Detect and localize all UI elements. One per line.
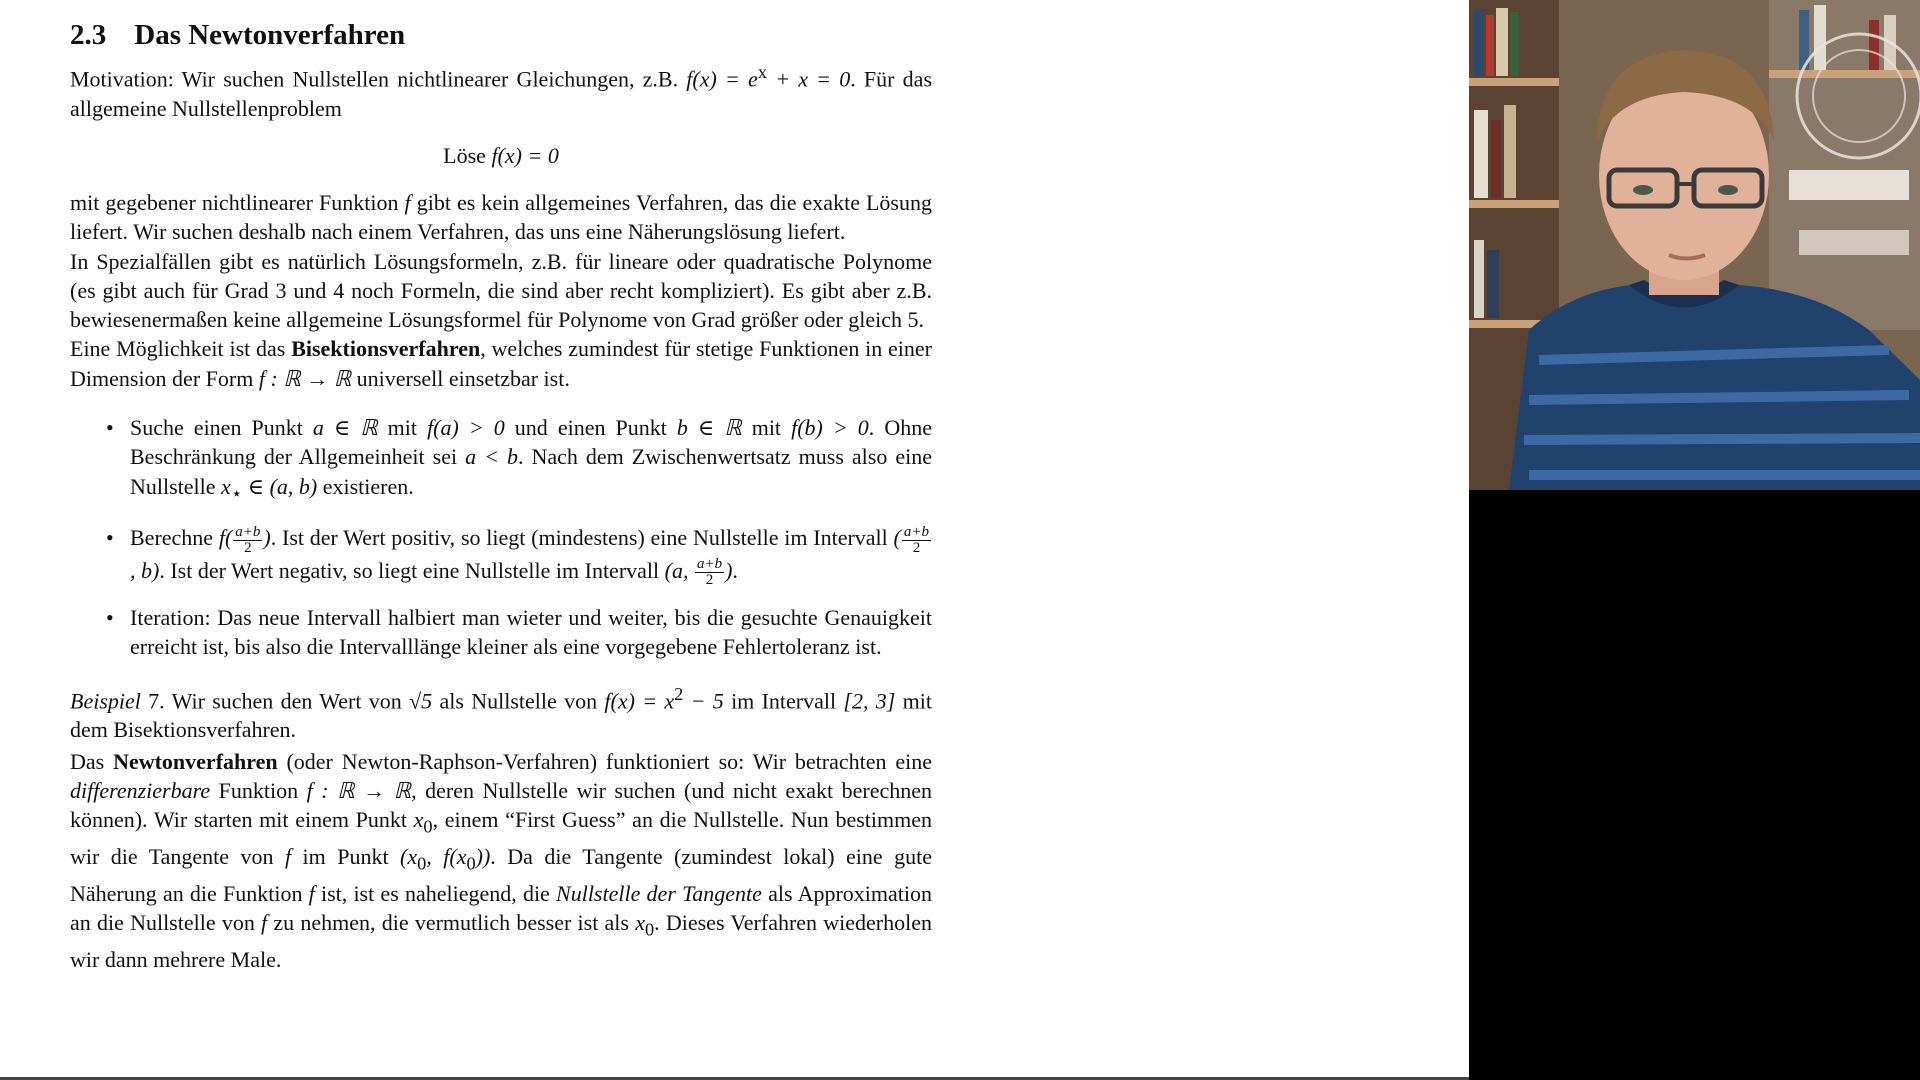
fraction-denominator: 2 <box>912 539 921 556</box>
math: x <box>635 909 645 935</box>
math: f(x) = x <box>604 688 675 714</box>
text: . Ist der Wert negativ, so liegt eine Nullstelle im Intervall <box>159 557 665 583</box>
fraction-denominator: 2 <box>705 572 714 589</box>
math: f <box>308 880 315 906</box>
text: universell einsetzbar ist. <box>351 365 570 391</box>
math: x <box>413 807 424 833</box>
fraction-denominator: 2 <box>244 539 252 556</box>
math: f( <box>218 525 233 551</box>
math: ( <box>893 525 901 551</box>
text: , deren Nullstelle wir suchen (und nicht exakt berechnen können). Wir starten mit einem Punkt <box>70 778 932 833</box>
text: . Dieses Verfahren wiederholen wir dann mehrere Male. <box>70 909 932 972</box>
text: mit <box>741 415 792 440</box>
math-sub: 0 <box>423 816 433 837</box>
math-sub: 0 <box>644 919 655 940</box>
newton-paragraph <box>70 747 932 974</box>
text: im Punkt <box>291 843 401 869</box>
math: ∈ (a, b) <box>242 473 318 499</box>
section-title: Das Newtonverfahren <box>134 18 406 51</box>
math: + x = 0 <box>767 66 851 92</box>
fraction-numerator: a+b <box>696 556 723 573</box>
text: , einem “First Guess” an die Nullstelle. Nun bestimmen wir die Tangente von <box>70 807 932 869</box>
emphasis: differenzierbare <box>70 778 211 803</box>
text: gibt es kein allgemeines Verfahren, das die exakte Lösung liefert. Wir suchen deshalb nach einem Verfahren, das uns eine Näherungslösung liefert. <box>70 189 932 245</box>
text: Iteration: Das neue Intervall halbiert man wieter und weiter, bis die gesuchte Genauigkeit erreicht ist, bis also die Intervalllänge kleiner als eine vorgegebene Fehlertoleranz ist. <box>130 605 932 660</box>
text: mit dem Bisektionsverfahren. <box>70 688 932 743</box>
section-heading <box>70 12 932 58</box>
fraction <box>902 525 931 556</box>
math: a < b <box>465 444 518 470</box>
math: f <box>284 843 292 869</box>
math-sup: x <box>757 62 767 82</box>
math: (a, <box>664 557 694 583</box>
math: f <box>261 909 268 935</box>
text: zu nehmen, die vermutlich besser ist als <box>267 909 636 935</box>
motivation-paragraph <box>70 58 932 123</box>
math: f(a) > 0 <box>427 415 505 440</box>
bold-term: Bisektionsverfahren <box>291 336 481 362</box>
text: Eine Möglichkeit ist das <box>70 336 292 362</box>
text: Funktion <box>210 778 307 803</box>
webcam-scene <box>1469 0 1920 490</box>
text: (oder Newton-Raphson-Verfahren) funktioniert so: Wir betrachten eine <box>277 748 932 774</box>
paragraph-no-general-method <box>70 188 932 247</box>
example-number: 7. <box>140 688 172 714</box>
display-math: f(x) = 0 <box>491 142 559 168</box>
math: )) <box>475 843 491 869</box>
fraction <box>233 525 262 556</box>
math: [2, 3] <box>843 688 896 714</box>
paragraph-bisection <box>70 334 932 393</box>
emphasis: Nullstelle der Tangente <box>556 880 762 906</box>
text: mit <box>377 415 428 440</box>
text: . Ohne Beschränkung der Allgemeinheit sei <box>130 415 932 470</box>
text: Das <box>70 748 114 774</box>
example-paragraph <box>70 680 932 745</box>
list-item <box>70 603 932 662</box>
display-equation <box>70 141 932 170</box>
text: . Nach dem Zwischenwertsatz muss also eine Nullstelle <box>130 444 932 499</box>
text: Suche einen Punkt <box>130 415 313 440</box>
text: . <box>732 557 738 583</box>
bullet-icon: • <box>106 525 114 551</box>
math: x <box>221 473 231 499</box>
bullet-icon: • <box>106 605 114 631</box>
math: f <box>404 189 411 215</box>
text: Berechne <box>130 525 219 551</box>
example-label: Beispiel <box>70 688 141 714</box>
math: ) <box>263 525 271 551</box>
text: Motivation: Wir suchen Nullstellen nichtlinearer Gleichungen, z.B. <box>70 66 687 92</box>
text: . Ist der Wert positiv, so liegt (mindestens) eine Nullstelle im Intervall <box>270 525 894 551</box>
text: ist, ist es naheliegend, die <box>314 880 557 906</box>
list-item <box>70 413 932 508</box>
fraction-numerator: a+b <box>235 523 261 540</box>
bisection-steps-list <box>70 413 932 662</box>
bold-term: Newtonverfahren <box>113 748 278 774</box>
math: ) <box>725 557 733 583</box>
fraction <box>695 557 724 588</box>
text: , welches zumindest für stetige Funktionen in einer Dimension der Form <box>70 336 933 391</box>
bullet-icon: • <box>106 415 114 440</box>
text: mit gegebener nichtlinearer Funktion <box>70 189 405 215</box>
math: b ∈ ℝ <box>676 415 742 440</box>
math: f : ℝ → ℝ <box>258 365 352 391</box>
math: a ∈ ℝ <box>312 415 378 440</box>
math: (x <box>400 843 418 869</box>
text: als Nullstelle von <box>432 688 605 714</box>
math: , f(x <box>426 843 467 869</box>
math: f : ℝ → ℝ <box>306 778 412 803</box>
math-sub: ⋆ <box>230 482 243 503</box>
fraction-numerator: a+b <box>903 523 929 540</box>
document-content <box>70 12 932 974</box>
text: im Intervall <box>723 688 844 714</box>
math: f(x) = e <box>686 66 758 92</box>
text: als Approximation an die Nullstelle von <box>70 880 933 935</box>
math: √5 <box>409 688 433 714</box>
webcam-video <box>1469 0 1920 490</box>
list-item <box>70 523 932 588</box>
math-sub: 0 <box>466 853 476 874</box>
text: . Für das allgemeine Nullstellenproblem <box>70 66 933 121</box>
math-sup: 2 <box>674 683 684 704</box>
display-text: Löse <box>443 142 492 168</box>
math: f(b) > 0 <box>791 415 869 440</box>
text: . Da die Tangente (zumindest lokal) eine gute Näherung an die Funktion <box>70 843 933 906</box>
text: existieren. <box>317 473 414 499</box>
text: und einen Punkt <box>504 415 677 440</box>
paragraph-special-cases: In Spezialfällen gibt es natürlich Lösungsformeln, z.B. für lineare oder quadratische Polynome (es gibt auch für Grad 3 und 4 noch Formeln, die sind aber recht kompliziert). Es gibt aber z.B. bewiesenermaßen keine allgemeine Lösungsformel für Polynome von Grad größer oder gleich 5. <box>70 248 932 333</box>
math-sub: 0 <box>417 853 427 874</box>
section-number: 2.3 <box>70 18 107 51</box>
math: , b) <box>130 557 160 583</box>
math: − 5 <box>683 688 724 714</box>
text: Wir suchen den Wert von <box>171 688 410 714</box>
